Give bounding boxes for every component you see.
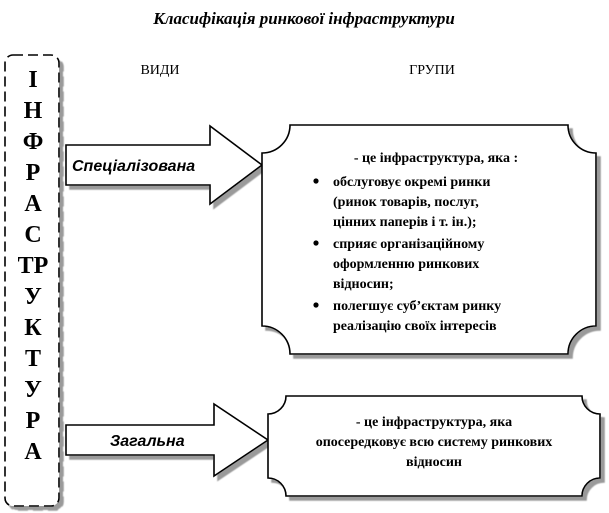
bullet-1-line-3: цінних паперів і т. ін.); bbox=[333, 215, 477, 230]
vertical-letter: У bbox=[24, 284, 42, 310]
vertical-letter: А bbox=[24, 439, 42, 465]
vertical-letter: ТР bbox=[17, 253, 49, 279]
bullet-3-line-1: полегшує суб’єктам ринку bbox=[333, 299, 502, 314]
vertical-letter: Т bbox=[24, 346, 42, 372]
bullet-2-line-1: сприяє організаційному bbox=[333, 237, 485, 252]
general-line-2: опосередковує всю систему ринкових bbox=[315, 435, 553, 450]
group-lead-specialized: - це інфраструктура, яка : bbox=[353, 151, 519, 166]
column-header-groups: ГРУПИ bbox=[409, 63, 455, 78]
vertical-letter: С bbox=[24, 222, 42, 248]
type-label-general: Загальна bbox=[110, 433, 185, 450]
bullet-1-line-2: (ринок товарів, послуг, bbox=[333, 195, 479, 210]
bullet-3-line-2: реалізацію своїх інтересів bbox=[333, 319, 497, 334]
vertical-letter: Ф bbox=[22, 129, 44, 155]
vertical-letter: Р bbox=[25, 160, 41, 186]
vertical-letter: А bbox=[24, 191, 42, 217]
vertical-letter: К bbox=[24, 315, 42, 341]
type-label-specialized: Спеціалізована bbox=[72, 158, 196, 175]
diagram-title: Класифікація ринкової інфраструктури bbox=[153, 9, 455, 28]
general-line-1: - це інфраструктура, яка bbox=[355, 415, 513, 430]
bullet-2-line-2: оформленню ринкових bbox=[333, 257, 480, 272]
vertical-letter: У bbox=[24, 377, 42, 403]
bullet-1-line-1: обслуговує окремі ринки bbox=[333, 175, 491, 190]
column-header-types: ВИДИ bbox=[140, 63, 180, 78]
bullet-marker bbox=[313, 240, 318, 245]
vertical-letter: І bbox=[28, 67, 38, 93]
vertical-letter: Р bbox=[25, 408, 41, 434]
vertical-letter: Н bbox=[23, 98, 43, 124]
bullet-marker bbox=[313, 302, 318, 307]
bullet-marker bbox=[313, 178, 318, 183]
bullet-2-line-3: відносин; bbox=[333, 277, 394, 292]
general-line-3: відносин bbox=[406, 455, 462, 470]
